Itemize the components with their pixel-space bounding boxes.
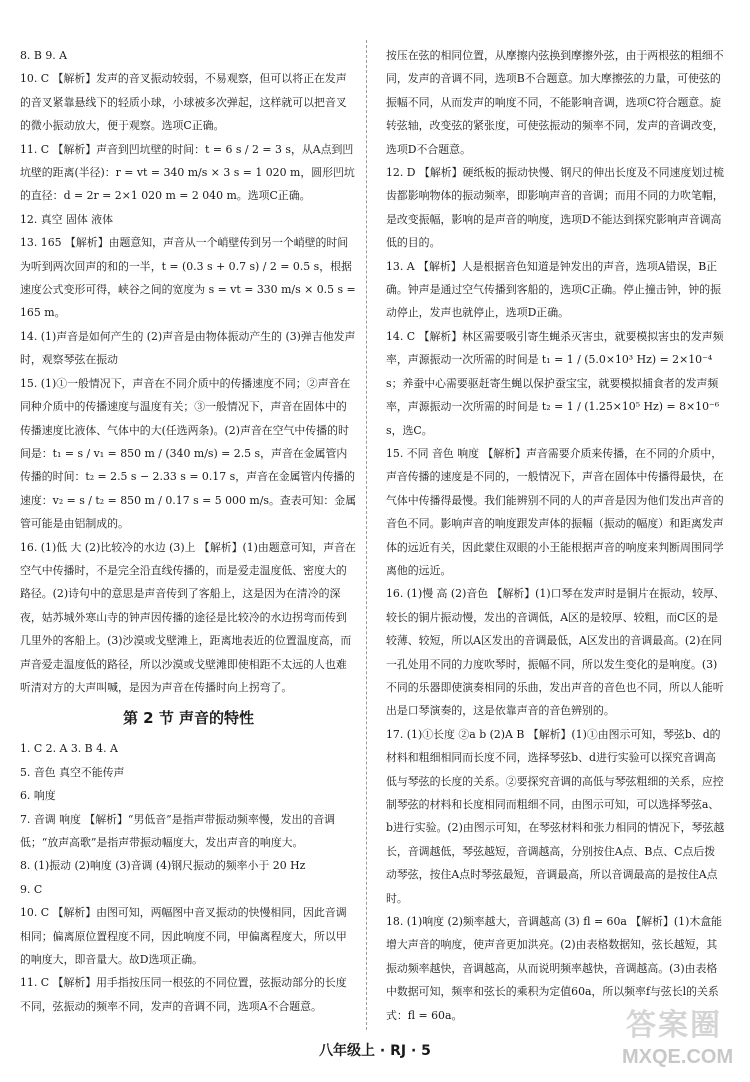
left-column	[20, 44, 357, 1018]
answer-item: 11. C 【解析】声音到凹坑壁的时间：t = 6 s / 2 = 3 s，从A点到凹坑壁的距离(半径)：r = vt = 340 m/s × 3 s = 1 020 m，圆形凹坑的直径：d = 2r = 2×1 020 m = 2 040 m。选项C正确。	[20, 142, 355, 203]
answer-item: 17. (1)①长度 ②a b (2)A B 【解析】(1)①由图示可知，琴弦b、d的材料和粗细相同而长度不同，选择琴弦b、d进行实验可以探究音调高低与琴弦的长度的关系。②要探究音调的高低与琴弦粗细的关系，应控制琴弦的材料和长度相同而粗细不同，由图示可知，可以选择琴弦a、b进行实验。(2)由图示可知，在琴弦材料和张力相同的情况下，琴弦越长，音调越低，琴弦越短，音调越高，分别按住A点、B点、C点后拨动琴弦，按住A点时琴弦最短，音调最高，所以音调最高的是按住A点时。	[386, 727, 725, 905]
answer-item: 12. D 【解析】硬纸板的振动快慢、钢尺的伸出长度及不同速度划过梳齿都影响物体的振动频率，即影响声音的音调；而用不同的力吹笔帽，是改变振幅，影响的是声音的响度，选项D不能达到探究影响声音调高低的目的。	[386, 166, 724, 250]
answer-item: 12. 真空 固体 液体	[20, 212, 114, 226]
answer-item: 1. C 2. A 3. B 4. A	[20, 742, 118, 756]
watermark-url: MXQE.COM	[622, 1046, 734, 1068]
answer-item: 14. (1)声音是如何产生的 (2)声音是由物体振动产生的 (3)弹吉他发声时，观察琴弦在振动	[20, 329, 356, 367]
watermark-logo: 答案圈	[626, 1008, 722, 1043]
answer-item: 13. 165 【解析】由题意知，声音从一个峭壁传到另一个峭壁的时间为听到两次回声的和的一半，t = (0.3 s + 0.7 s) / 2 = 0.5 s，根据速度公式变形可得，峡谷之间的宽度为 s = vt = 330 m/s × 0.5 s = 165 m。	[20, 236, 356, 320]
answer-item: 10. C 【解析】发声的音叉振动较弱，不易观察，但可以将正在发声的音叉紧靠悬线下的轻质小球，小球被多次弹起，这样就可以把音叉的微小振动放大，便于观察。选项C正确。	[20, 72, 347, 133]
answer-item: 10. C 【解析】由图可知，两幅图中音叉振动的快慢相同，因此音调相同；偏离原位置程度不同，因此响度不同，甲偏离程度大，所以甲的响度大，即音量大。故D选项正确。	[20, 906, 347, 967]
answer-item: 6. 响度	[20, 789, 56, 803]
answer-item: 13. A 【解析】人是根据音色知道是钟发出的声音，选项A错误，B正确。钟声是通过空气传播到客船的，选项C正确。停止撞击钟，钟的振动停止，发声也就停止，选项D正确。	[386, 259, 722, 320]
answer-item: 7. 音调 响度 【解析】“男低音”是指声带振动频率慢，发出的音调低；“放声高歌”是指声带振动幅度大，发出声音的响度大。	[20, 812, 336, 849]
answer-item: 16. (1)低 大 (2)比较冷的水边 (3)上 【解析】(1)由题意可知，声音在空气中传播时，不是完全沿直线传播的，而是爱走温度低、密度大的路径。(2)诗句中的意思是声音传到了客船上，这是因为在清冷的深夜，姑苏城外寒山寺的钟声因传播的途径是比较冷的水边拐弯而传到几里外的客船上。(3)沙漠或戈壁滩上，距离地表近的位置温度高，而声音爱走温度低的路径，所以沙漠或戈壁滩即使相距不太远的人也难听清对方的大声叫喊，是因为声音在传播时向上拐弯了。	[20, 540, 356, 694]
section-title: 第 2 节 声音的特性	[122, 709, 255, 728]
answer-item: 8. B 9. A	[20, 49, 68, 62]
answer-item: 18. (1)响度 (2)频率越大，音调越高 (3) fl = 60a 【解析】(1)木盒能增大声音的响度，使声音更加洪亮。(2)由表格数据知，弦长越短，其振动频率越快，音调越高，从而说明频率越快，音调越高。(3)由表格中数据可知，频率和弦长的乘积为定值60a，所以频率f与弦长l的关系式：fl = 60a。	[386, 915, 723, 1022]
right-column	[386, 44, 726, 1027]
answer-item: 15. 不同 音色 响度 【解析】声音需要介质来传播，在不同的介质中，声音传播的速度是不同的，一般情况下，声音在固体中传播得最快，在气体中传播得最慢。我们能辨别不同的人的声音是因为他们发出声音的音色不同。影响声音的响度跟发声体的振幅（振动的幅度）和距离发声体的远近有关，因此蒙住双眼的小王能根据声音的响度来判断周围同学离他的远近。	[386, 446, 724, 577]
answer-item: 8. (1)振动 (2)响度 (3)音调 (4)钢尺振动的频率小于 20 Hz	[20, 859, 306, 873]
page-footer: 八年级上 · RJ · 5	[319, 1043, 431, 1059]
answer-item: 16. (1)慢 高 (2)音色 【解析】(1)口琴在发声时是铜片在振动，较厚、较长的铜片振动慢，发出的音调低，A区的是较厚、较粗，而C区的是较薄、较短，所以A区发出的音调最低，A区发出的音调最高。(2)在同一孔处用不同的力度吹琴时，振幅不同，所以发生变化的是响度。(3)不同的乐器即使演奏相同的乐曲，发出声音的音色也不同，所以人能听出是口琴演奏的，这是依靠声音的音色辨别的。	[386, 587, 725, 718]
column-divider	[366, 40, 367, 1030]
answer-item: 按压在弦的相同位置，从摩擦内弦换到摩擦外弦，由于两根弦的粗细不同，发声的音调不同，选项B不合题意。加大摩擦弦的力量，可使弦的振幅不同，从而发声的响度不同，不能影响音调，选项C符合题意。旋转弦轴，改变弦的紧张度，可使弦振动的频率不同，发声的音调改变，选项D不合题意。	[386, 49, 724, 156]
answer-item: 15. (1)①一般情况下，声音在不同介质中的传播速度不同；②声音在同种介质中的传播速度与温度有关；③一般情况下，声音在固体中的传播速度比液体、气体中的大(任选两条)。(2)声音在空气中传播的时间是：t₁ = s / v₁ = 850 m / (340 m/s) = 2.5 s，声音在金属管内传播的时间：t₂ = 2.5 s − 2.33 s = 0.17 s，声音在金属管内传播的速度：v₂ = s / t₂ = 850 m / 0.17 s = 5 000 m/s。查表可知：金属管可能是由铝制成的。	[20, 376, 357, 531]
answer-item: 9. C	[20, 882, 43, 896]
answer-item: 14. C 【解析】林区需要吸引寄生蝇杀灭害虫，就要模拟害虫的发声频率，声源振动一次所需的时间是 t₁ = 1 / (5.0×10³ Hz) = 2×10⁻⁴ s；养蚕中心需要驱赶寄生蝇以保护蚕宝宝，就要模拟捕食者的发声频率，声源振动一次所需的时间是 t₂ = 1 / (1.25×10⁵ Hz) = 8×10⁻⁶ s，选C。	[386, 329, 724, 437]
answer-item: 5. 音色 真空不能传声	[20, 765, 125, 779]
answer-item: 11. C 【解析】用手指按压同一根弦的不同位置，弦振动部分的长度不同，弦振动的频率不同，发声的音调不同，选项A不合题意。	[20, 976, 347, 1013]
